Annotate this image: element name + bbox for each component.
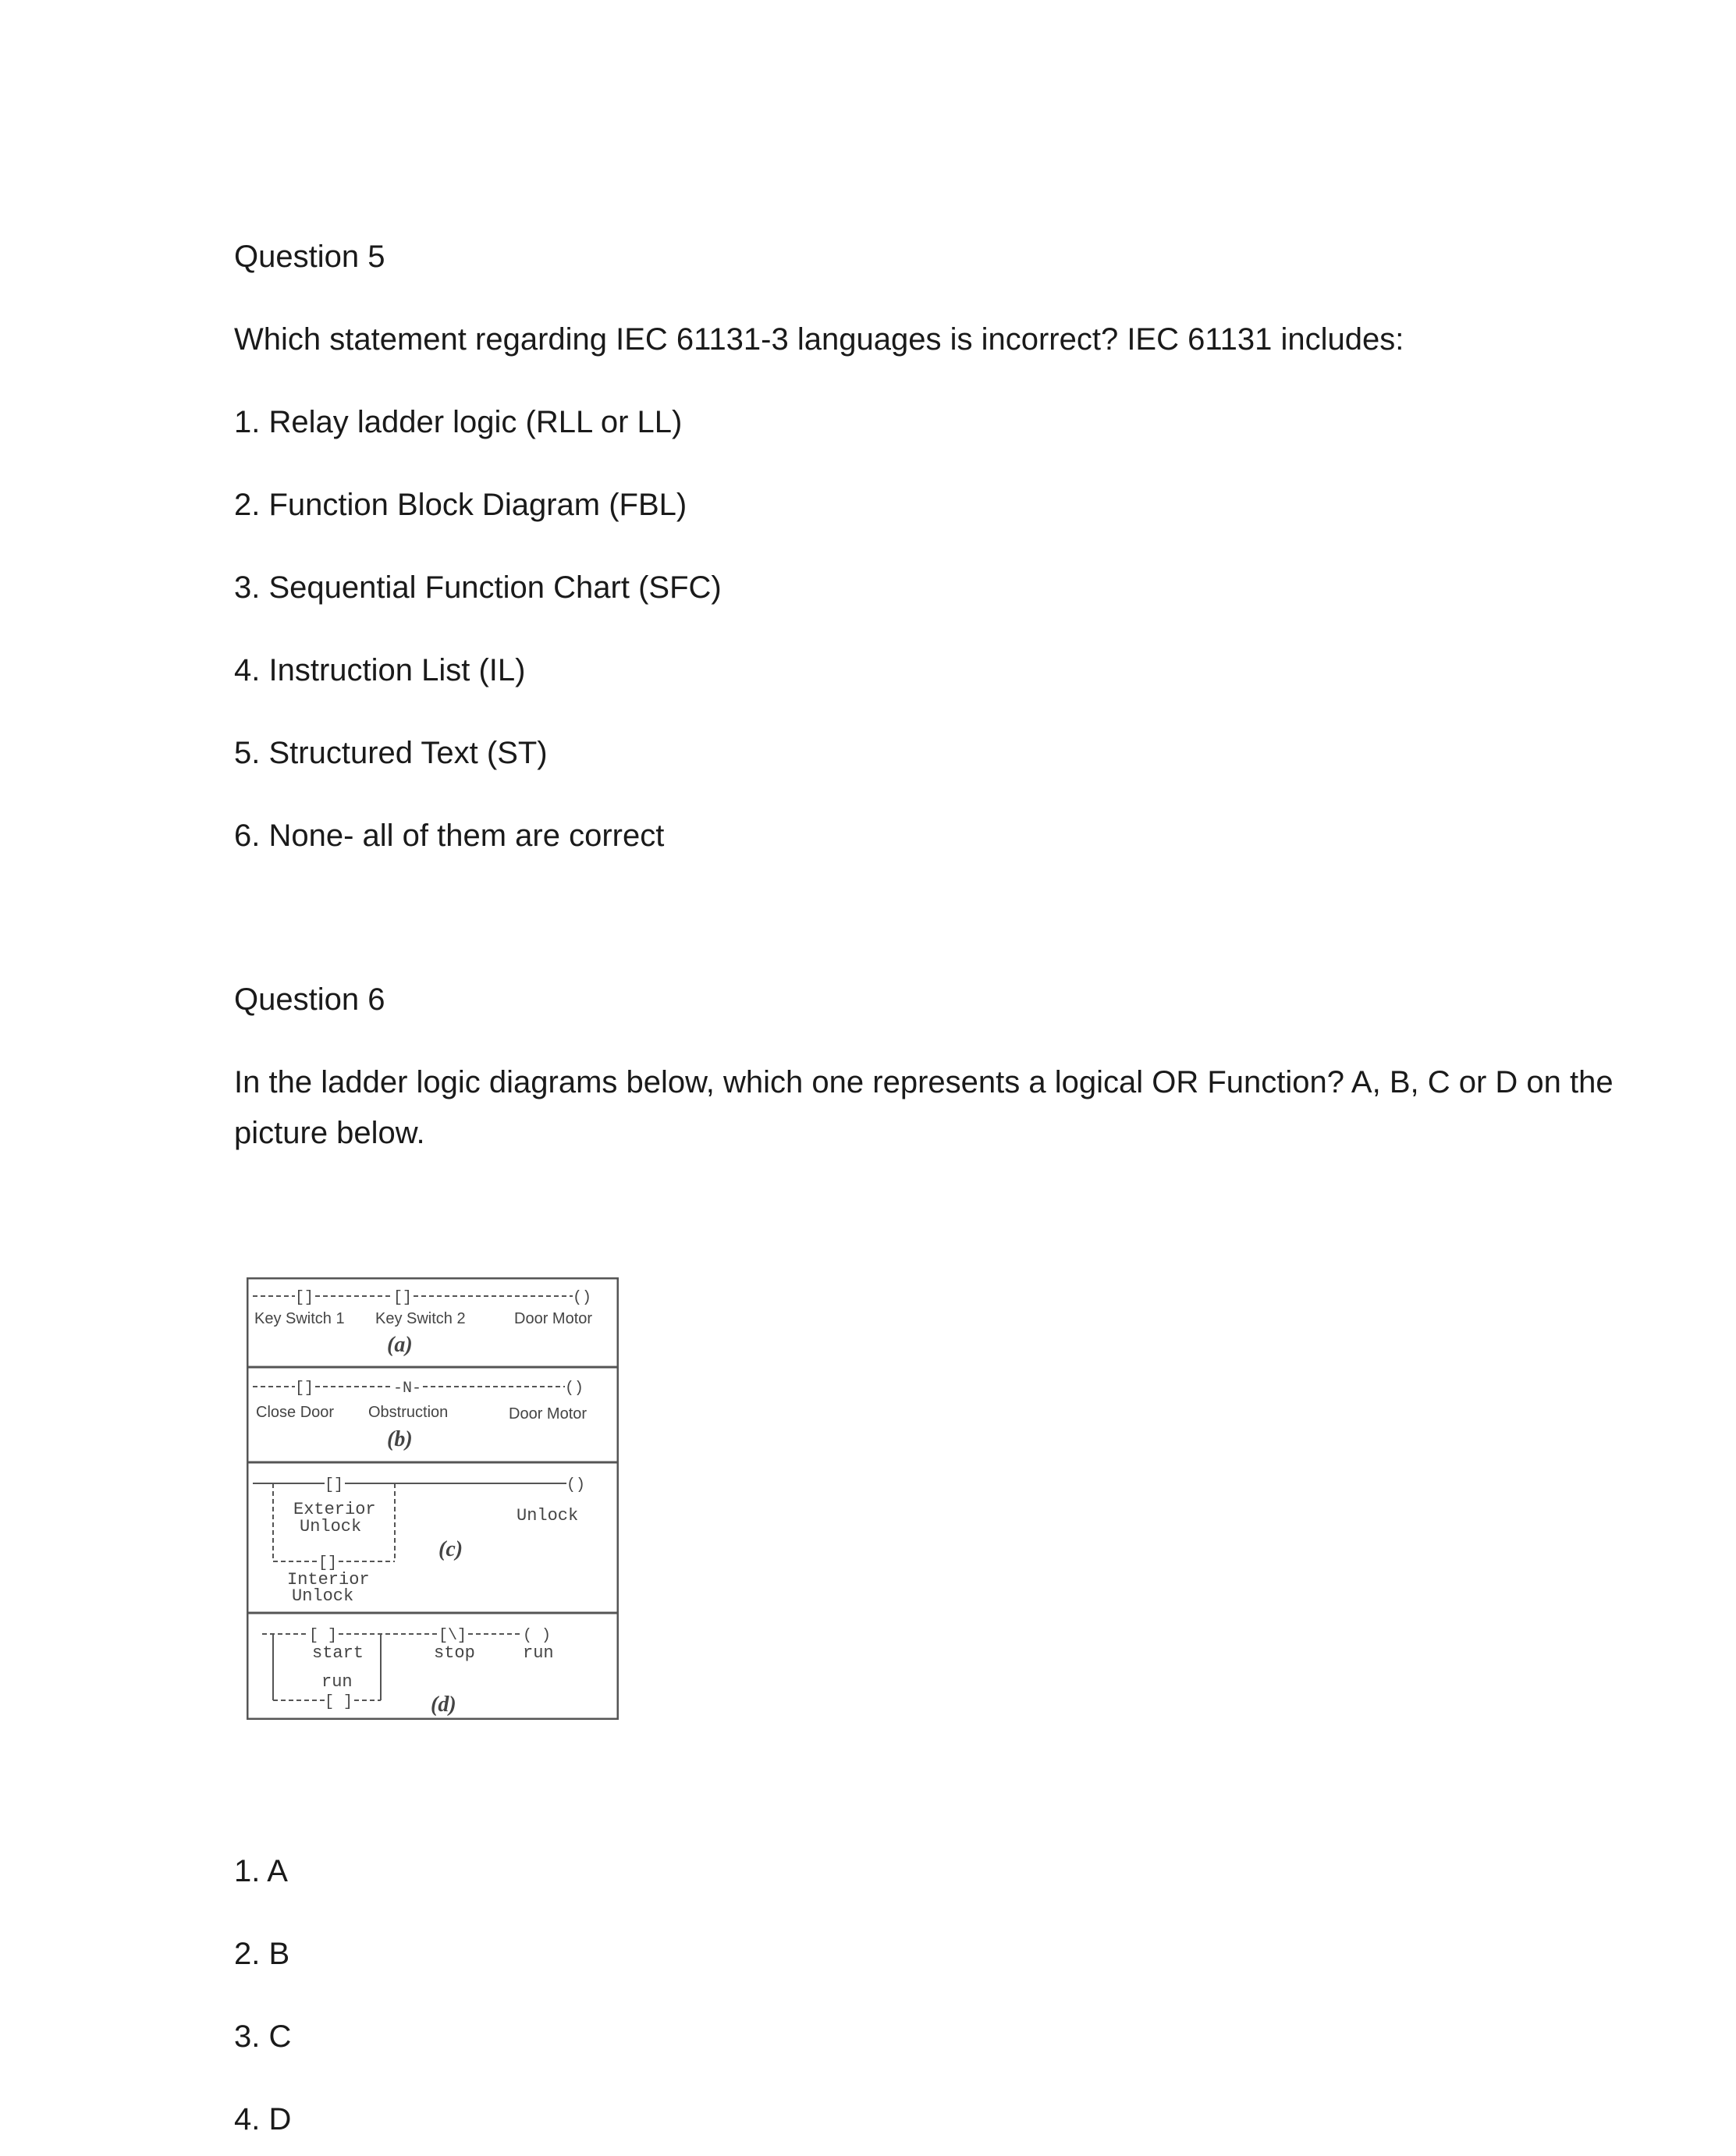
- panel-d-contact-3-label: stop: [434, 1643, 475, 1663]
- panel-c-contact-1-label-line-1: Exterior: [293, 1500, 376, 1519]
- panel-c-contact-2-label-line-1: Interior: [287, 1570, 370, 1589]
- panel-b-coil-label: Door Motor: [509, 1405, 588, 1423]
- contact-symbol: []: [318, 1554, 338, 1572]
- question-6-option-1: 1. A: [234, 1854, 288, 1888]
- question-5-option-1: 1. Relay ladder logic (RLL or LL): [234, 405, 683, 439]
- panel-c-contact-2-label-line-2: Unlock: [292, 1586, 354, 1606]
- coil-symbol: (): [565, 1380, 584, 1398]
- question-5-option-2: 2. Function Block Diagram (FBL): [234, 488, 687, 522]
- contact-symbol: []: [295, 1380, 314, 1398]
- question-5-option-3: 3. Sequential Function Chart (SFC): [234, 570, 722, 605]
- panel-c-caption: (c): [438, 1537, 463, 1561]
- coil-symbol: (): [573, 1289, 592, 1307]
- question-6-heading: Question 6: [234, 982, 385, 1017]
- panel-a-caption: (a): [387, 1333, 413, 1357]
- question-6-option-4: 4. D: [234, 2102, 292, 2136]
- coil-symbol: ( ): [523, 1627, 552, 1645]
- question-5-heading: Question 5: [234, 240, 385, 274]
- contact-nc-symbol: -N-: [393, 1380, 422, 1398]
- figure-border: [247, 1278, 618, 1719]
- question-6-option-2: 2. B: [234, 1937, 290, 1971]
- panel-d-contact-2-label: run: [321, 1672, 353, 1692]
- panel-b-contact-1-label: Close Door: [256, 1404, 335, 1421]
- panel-a-contact-2-label: Key Switch 2: [375, 1310, 466, 1327]
- panel-d-contact-1-label: start: [312, 1643, 364, 1663]
- contact-symbol: []: [325, 1476, 344, 1494]
- panel-b-contact-2-label: Obstruction: [368, 1404, 449, 1421]
- ladder-logic-figure: [247, 1277, 619, 1720]
- contact-symbol: []: [393, 1289, 413, 1307]
- question-5-prompt: Which statement regarding IEC 61131-3 languages is incorrect? IEC 61131 includes:: [234, 322, 1404, 357]
- coil-symbol: (): [566, 1476, 586, 1494]
- panel-c-coil-label: Unlock: [517, 1506, 579, 1526]
- contact-symbol: [ ]: [309, 1627, 338, 1645]
- question-6-prompt: In the ladder logic diagrams below, which one represents a logical OR Function? A, B, C or D on the picture below.: [234, 1065, 1614, 1150]
- panel-b-caption: (b): [387, 1427, 413, 1451]
- panel-a-coil-label: Door Motor: [514, 1310, 593, 1327]
- panel-c-contact-1-label-line-2: Unlock: [300, 1517, 362, 1536]
- question-5-option-6: 6. None- all of them are correct: [234, 819, 665, 853]
- question-5-option-4: 4. Instruction List (IL): [234, 653, 526, 687]
- question-6-option-3: 3. C: [234, 2019, 292, 2054]
- panel-d-caption: (d): [431, 1692, 456, 1717]
- panel-d-coil-label: run: [523, 1643, 554, 1663]
- contact-nc-symbol: [\]: [438, 1627, 467, 1645]
- panel-a-contact-1-label: Key Switch 1: [254, 1310, 345, 1327]
- contact-symbol: [ ]: [325, 1693, 353, 1711]
- question-5-option-5: 5. Structured Text (ST): [234, 736, 548, 770]
- contact-symbol: []: [295, 1289, 314, 1307]
